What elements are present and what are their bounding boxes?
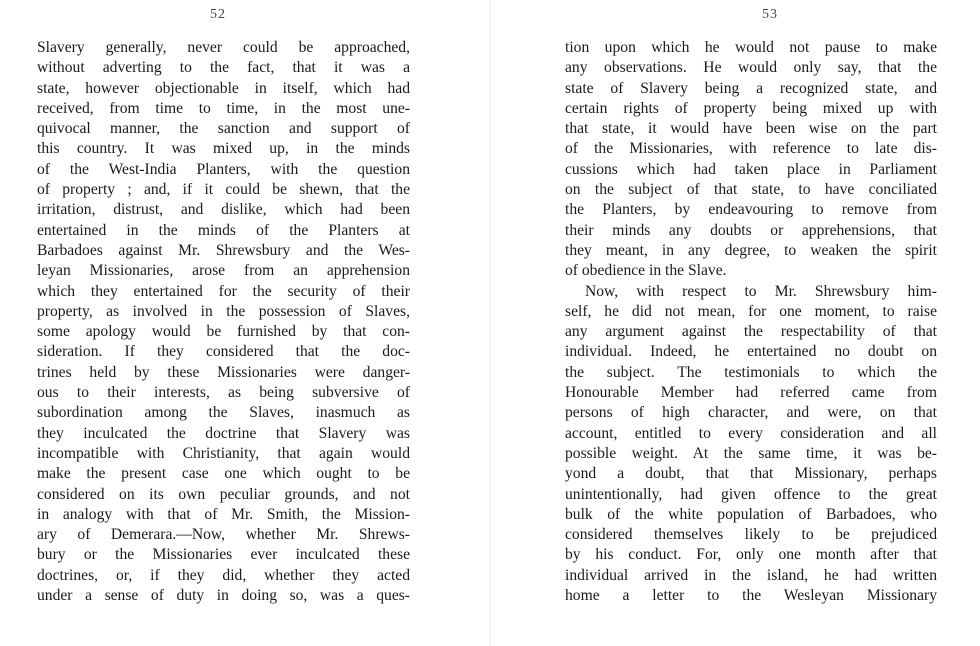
text-line: certain rights of property being mixed up with — [565, 99, 937, 117]
text-line: leyan Missionaries, arose from an apprehension — [37, 262, 410, 280]
text-line: property, as involved in the possession of Slaves, — [37, 302, 410, 320]
text-line: without adverting to the fact, that it was a — [37, 59, 410, 77]
text-line: trines held by these Missionaries were danger- — [37, 363, 410, 381]
text-line: tion upon which he would not pause to make — [565, 39, 937, 56]
text-line: considered on its own peculiar grounds, and not — [37, 485, 410, 503]
text-line: state, however objectionable in itself, which had — [37, 79, 410, 97]
page-text — [37, 38, 410, 606]
text-line: entertained in the minds of the Planters at — [37, 221, 410, 239]
page-text — [565, 38, 937, 606]
text-line: they meant, in any degree, to weaken the spirit — [565, 241, 937, 259]
text-line: account, entitled to every consideration and all — [565, 424, 937, 442]
text-line: of property ; and, if it could be shewn, that the — [37, 181, 410, 199]
text-line: their minds any doubts or apprehensions, that — [565, 221, 937, 239]
text-line: unintentionally, had given offence to the great — [565, 485, 937, 503]
text-line: irritation, distrust, and dislike, which had been — [37, 201, 410, 219]
text-line: subordination among the Slaves, inasmuch as — [37, 404, 410, 422]
text-line: considered themselves likely to be prejudiced — [565, 526, 937, 544]
text-line: of the Missionaries, with reference to late dis- — [565, 140, 937, 158]
text-line: which they entertained for the security of their — [37, 282, 410, 300]
text-line: persons of high character, and were, on that — [565, 404, 937, 422]
text-line: some apology would be furnished by that con- — [37, 323, 410, 341]
text-line: Honourable Member had referred came from — [565, 384, 937, 402]
text-line: state of Slavery being a recognized state, and — [565, 79, 937, 97]
text-line: individual. Indeed, he entertained no doubt on — [565, 343, 937, 361]
text-line: yond a doubt, that that Missionary, perhaps — [565, 465, 937, 483]
text-line: sideration. If they considered that the doc- — [37, 343, 410, 361]
text-line: cussions which had taken place in Parliament — [565, 160, 937, 178]
text-line: under a sense of duty in doing so, was a ques- — [37, 587, 410, 605]
text-line: by his conduct. For, only one month after that — [565, 546, 937, 564]
text-line: on the subject of that state, to have conciliated — [565, 181, 937, 199]
text-line: that state, it would have been wise on the part — [565, 120, 937, 138]
text-line: the Planters, by endeavouring to remove from — [565, 201, 937, 219]
text-line: ous to their interests, as being subversive of — [37, 384, 410, 402]
text-line: Barbadoes against Mr. Shrewsbury and the Wes- — [37, 241, 410, 259]
text-line: ary of Demerara.—Now, whether Mr. Shrews- — [37, 526, 410, 544]
text-line: bulk of the white population of Barbadoes, who — [565, 505, 937, 523]
text-line: individual arrived in the island, he had written — [565, 566, 937, 584]
text-line: in analogy with that of Mr. Smith, the Mission- — [37, 505, 410, 523]
text-line: of obedience in the Slave. — [565, 262, 727, 280]
text-line: bury or the Missionaries ever inculcated these — [37, 546, 410, 564]
text-line: this country. It was mixed up, in the minds — [37, 140, 410, 158]
text-line: self, he did not mean, for one moment, to raise — [565, 302, 937, 320]
text-line: doctrines, or, if they did, whether they acted — [37, 566, 410, 584]
text-line: any argument against the respectability of that — [565, 323, 937, 341]
page-number: 52 — [210, 7, 226, 22]
text-line: any observations. He would only say, that the — [565, 59, 937, 77]
right-page — [490, 0, 980, 646]
text-line: home a letter to the Wesleyan Missionary — [565, 587, 937, 605]
text-line: of the West-India Planters, with the question — [37, 160, 410, 178]
text-line: the subject. The testimonials to which the — [565, 363, 937, 381]
text-line: quivocal manner, the sanction and support of — [37, 120, 410, 138]
text-line: Now, with respect to Mr. Shrewsbury him- — [585, 282, 937, 300]
text-line: received, from time to time, in the most une- — [37, 99, 410, 117]
text-line: make the present case one which ought to be — [37, 465, 410, 483]
text-line: incompatible with Christianity, that again would — [37, 444, 410, 462]
text-line: they inculcated the doctrine that Slavery was — [37, 424, 410, 442]
text-line: Slavery generally, never could be approached, — [37, 39, 410, 56]
page-number: 53 — [762, 7, 778, 22]
text-line: possible weight. At the same time, it was be- — [565, 444, 937, 462]
